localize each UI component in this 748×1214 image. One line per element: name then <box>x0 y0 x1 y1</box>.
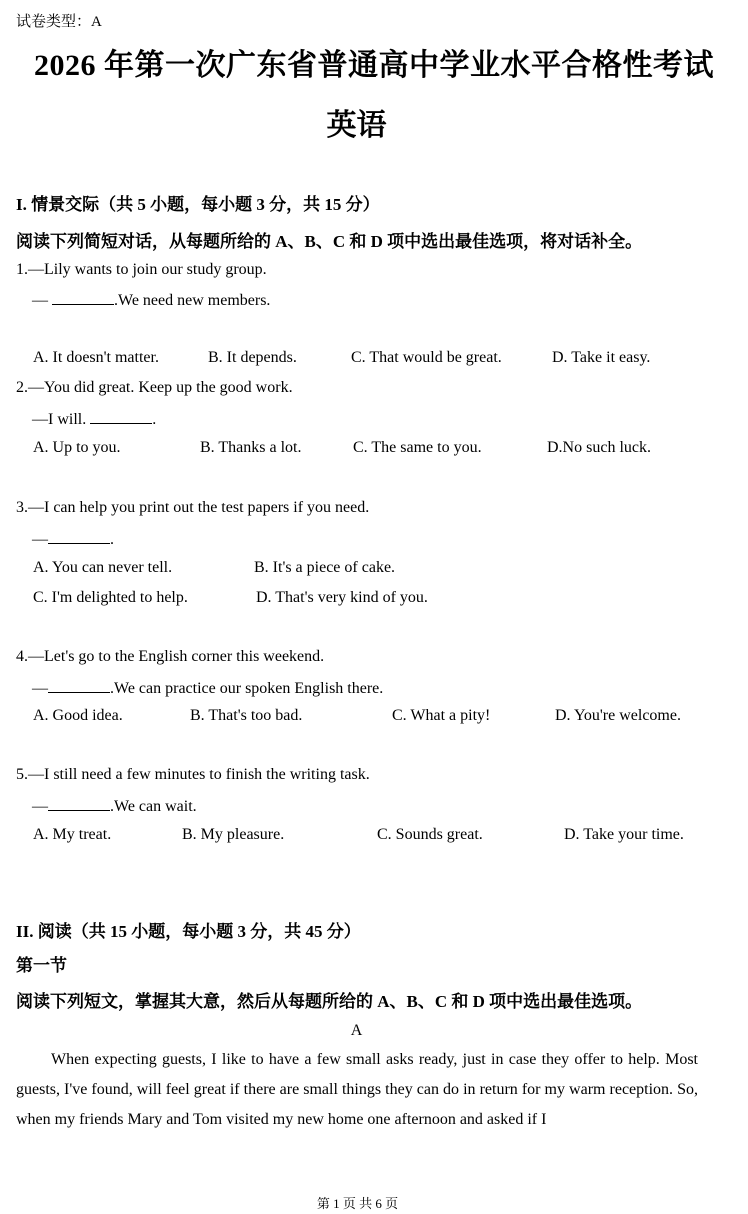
question-1-reply-after: .We need new members. <box>114 292 271 309</box>
q1-option-c[interactable]: C. That would be great. <box>351 349 502 366</box>
question-3-reply <box>32 529 114 549</box>
question-5-reply-before: — <box>32 798 48 815</box>
passage-paragraph: When expecting guests, I like to have a few small asks ready, just in case they offer to help. Most guests, I've found, will feel great if there are small things they can do in return for my warm reception. So, when my friends Mary and Tom visited my new home one afternoon and asked if I <box>16 1051 698 1128</box>
answer-blank-4[interactable] <box>48 678 110 693</box>
question-3-reply-before: — <box>32 531 48 548</box>
exam-subject: 英语 <box>326 109 387 142</box>
q1-option-a[interactable]: A. It doesn't matter. <box>33 349 159 366</box>
answer-blank-3[interactable] <box>48 529 110 544</box>
q4-option-d[interactable]: D. You're welcome. <box>555 707 681 724</box>
q2-option-a[interactable]: A. Up to you. <box>33 439 121 456</box>
q5-option-d[interactable]: D. Take your time. <box>564 826 684 843</box>
section-1-instruction: 阅读下列简短对话，从每题所给的 A、B、C 和 D 项中选出最佳选项，将对话补全。 <box>16 232 643 251</box>
q5-option-c[interactable]: C. Sounds great. <box>377 826 483 843</box>
question-4-reply-after: .We can practice our spoken English there. <box>110 680 384 697</box>
question-5-reply-after: .We can wait. <box>110 798 197 815</box>
q3-option-b[interactable]: B. It's a piece of cake. <box>254 559 396 576</box>
q3-option-c[interactable]: C. I'm delighted to help. <box>33 589 188 606</box>
section-2-instruction: 阅读下列短文，掌握其大意，然后从每题所给的 A、B、C 和 D 项中选出最佳选项。 <box>16 992 643 1011</box>
question-1-reply-before: — <box>32 292 52 309</box>
answer-blank-1[interactable] <box>52 290 114 305</box>
question-4-reply <box>32 678 383 698</box>
q3-option-d[interactable]: D. That's very kind of you. <box>256 589 428 606</box>
exam-title: 2026 年第一次广东省普通高中学业水平合格性考试 <box>34 49 714 82</box>
answer-blank-5[interactable] <box>48 796 110 811</box>
q4-option-c[interactable]: C. What a pity! <box>392 707 491 724</box>
question-5-prompt: 5.—I still need a few minutes to finish the writing task. <box>16 766 370 783</box>
question-2-prompt: 2.—You did great. Keep up the good work. <box>16 379 293 396</box>
question-2-reply-before: —I will. <box>32 411 91 428</box>
question-4-reply-before: — <box>32 680 48 697</box>
answer-blank-2[interactable] <box>90 409 152 424</box>
q4-option-a[interactable]: A. Good idea. <box>33 707 123 724</box>
section-2-part: 第一节 <box>16 956 67 975</box>
question-1-reply <box>32 290 270 310</box>
q1-option-b[interactable]: B. It depends. <box>208 349 297 366</box>
question-1-prompt: 1.—Lily wants to join our study group. <box>16 261 267 278</box>
q2-option-d[interactable]: D.No such luck. <box>547 439 651 456</box>
question-3-prompt: 3.—I can help you print out the test papers if you need. <box>16 499 370 516</box>
q2-option-b[interactable]: B. Thanks a lot. <box>200 439 302 456</box>
q1-option-d[interactable]: D. Take it easy. <box>552 349 651 366</box>
q5-option-a[interactable]: A. My treat. <box>33 826 112 843</box>
question-4-prompt: 4.—Let's go to the English corner this weekend. <box>16 648 325 665</box>
q4-option-b[interactable]: B. That's too bad. <box>190 707 303 724</box>
page-footer: 第 1 页 共 6 页 <box>316 1196 399 1211</box>
question-2-reply-after: . <box>152 411 157 428</box>
q3-option-a[interactable]: A. You can never tell. <box>33 559 173 576</box>
paper-type: 试卷类型：A <box>16 14 102 30</box>
question-2-reply <box>32 409 156 429</box>
q2-option-c[interactable]: C. The same to you. <box>353 439 482 456</box>
section-1-heading: I. 情景交际（共 5 小题，每小题 3 分，共 15 分） <box>16 195 380 214</box>
section-2-heading: II. 阅读（共 15 小题，每小题 3 分，共 45 分） <box>16 922 361 941</box>
question-5-reply <box>32 796 197 816</box>
question-3-reply-after: . <box>110 531 114 548</box>
passage-label: A <box>350 1022 363 1039</box>
q5-option-b[interactable]: B. My pleasure. <box>182 826 285 843</box>
